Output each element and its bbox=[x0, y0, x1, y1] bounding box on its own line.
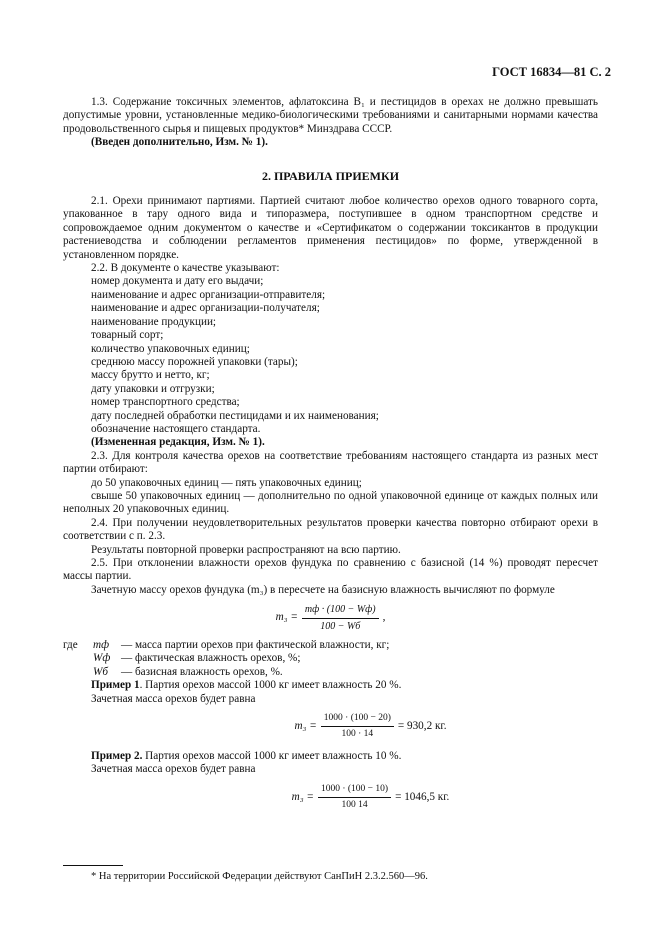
legend-text: — базисная влажность орехов, %. bbox=[121, 665, 283, 678]
list-item: наименование и адрес организации-отправителя; bbox=[91, 288, 326, 301]
list-item: обозначение настоящего стандарта. bbox=[91, 422, 261, 435]
sampling-rule: до 50 упаковочных единиц — пять упаковочных единиц; bbox=[91, 476, 362, 489]
formula-legend bbox=[63, 639, 598, 679]
amendment-note: (Измененная редакция, Изм. № 1). bbox=[91, 436, 265, 449]
clause-2-3: 2.3. Для контроля качества орехов на соответствие требованиям настоящего стандарта из разных мест партии отбирают: bbox=[63, 449, 598, 476]
example-2-text: Партия орехов массой 1000 кг имеет влажность 10 %. bbox=[142, 749, 402, 762]
legend-text: — масса партии орехов при фактической влажности, кг; bbox=[121, 639, 390, 652]
legend-symbol: mф bbox=[93, 639, 110, 652]
list-item: наименование и адрес организации-получателя; bbox=[91, 302, 320, 315]
document-body bbox=[63, 96, 598, 883]
page-header: ГОСТ 16834—81 С. 2 bbox=[492, 65, 611, 79]
formula-tail: , bbox=[382, 611, 386, 624]
list-item: дату последней обработки пестицидами и их наименования; bbox=[91, 409, 379, 422]
quality-doc-list bbox=[63, 275, 598, 436]
list-item: массу брутто и нетто, кг; bbox=[91, 369, 210, 382]
formula-lhs: m₃ = bbox=[275, 611, 298, 624]
main-formula bbox=[63, 603, 598, 633]
sampling-rule: свыше 50 упаковочных единиц — дополнительно по одной упаковочной единице от каждых полных или неполных 20 упаковочных единиц. bbox=[63, 489, 598, 516]
formula-numerator: 1000 · (100 − 20) bbox=[321, 712, 394, 727]
amendment-note: (Введен дополнительно, Изм. № 1). bbox=[91, 136, 268, 149]
formula-fraction bbox=[302, 603, 379, 633]
list-item: среднюю массу порожней упаковки (тары); bbox=[91, 355, 298, 368]
list-item: наименование продукции; bbox=[91, 315, 217, 328]
legend-symbol: Wф bbox=[93, 652, 111, 665]
formula-fraction bbox=[321, 712, 394, 742]
formula-lhs: m₃ = bbox=[291, 790, 314, 803]
formula-intro: Зачетную массу орехов фундука (m₃) в пересчете на базисную влажность вычисляют по формуле bbox=[91, 583, 555, 596]
formula-denominator: 100 · 14 bbox=[341, 729, 374, 740]
example-2-intro: Зачетная масса орехов будет равна bbox=[91, 763, 256, 776]
list-item: товарный сорт; bbox=[91, 329, 164, 342]
legend-text: — фактическая влажность орехов, %; bbox=[121, 652, 301, 665]
section-title: 2. ПРАВИЛА ПРИЕМКИ bbox=[261, 168, 400, 183]
formula-numerator: mф · (100 − Wф) bbox=[302, 603, 379, 618]
example-2-label: Пример 2. bbox=[91, 749, 143, 762]
list-item: дату упаковки и отгрузки; bbox=[91, 382, 215, 395]
footnote-divider bbox=[63, 865, 123, 866]
list-item: номер документа и дату его выдачи; bbox=[91, 275, 264, 288]
list-item: номер транспортного средства; bbox=[91, 396, 240, 409]
example-1 bbox=[63, 679, 598, 692]
formula-lhs: m₃ = bbox=[294, 720, 317, 733]
legend-prefix bbox=[63, 652, 93, 665]
legend-prefix bbox=[63, 666, 93, 679]
legend-prefix: где bbox=[63, 639, 78, 652]
footnote: * На территории Российской Федерации действуют СанПиН 2.3.2.560—96. bbox=[91, 870, 428, 882]
example-1-intro: Зачетная масса орехов будет равна bbox=[91, 692, 256, 705]
clause-2-2: 2.2. В документе о качестве указывают: bbox=[91, 262, 280, 275]
formula-result: = 930,2 кг. bbox=[397, 720, 447, 733]
example-1-text: . Партия орехов массой 1000 кг имеет влажность 20 %. bbox=[139, 679, 402, 692]
formula-result: = 1046,5 кг. bbox=[395, 790, 450, 803]
formula-fraction bbox=[318, 783, 391, 813]
legend-symbol: Wб bbox=[93, 665, 108, 678]
formula-numerator: 1000 · (100 − 10) bbox=[318, 783, 391, 798]
clause-2-5: 2.5. При отклонении влажности орехов фундука по сравнению с базисной (14 %) проводят пересчет массы партии. bbox=[63, 557, 598, 583]
clause-2-1: 2.1. Орехи принимают партиями. Партией считают любое количество орехов одного товарного сорта, упакованное в тару одного вида и типоразмера, поступившее в одном транспортном средстве и сопровождаемое одним документом о качестве и «Сертификатом о содержании токсикантов в продукции растениеводства и соблюдении регламентов применения пестицидов» по форме, утвержденной в установленном порядке. bbox=[63, 195, 598, 261]
clause-1-3: 1.3. Содержание токсичных элементов, афлатоксина B₁ и пестицидов в орехах не должно превышать допустимые уровни, установленные медико-биологическими требованиями и санитарными нормами качества продовольственного сырья и пищевых продуктов* Минздрава СССР. bbox=[63, 96, 598, 135]
clause-2-4-result: Результаты повторной проверки распространяют на всю партию. bbox=[91, 543, 401, 556]
formula-denominator: 100 14 bbox=[341, 800, 368, 811]
formula-denominator: 100 − Wб bbox=[320, 620, 361, 632]
example-1-formula bbox=[63, 712, 598, 742]
clause-2-4: 2.4. При получении неудовлетворительных результатов проверки качества повторно отбирают орехи в соответствии с п. 2.3. bbox=[63, 516, 598, 543]
example-2-formula bbox=[63, 783, 598, 813]
list-item: количество упаковочных единиц; bbox=[91, 342, 250, 355]
example-2 bbox=[63, 750, 598, 763]
example-1-label: Пример 1 bbox=[91, 679, 140, 692]
